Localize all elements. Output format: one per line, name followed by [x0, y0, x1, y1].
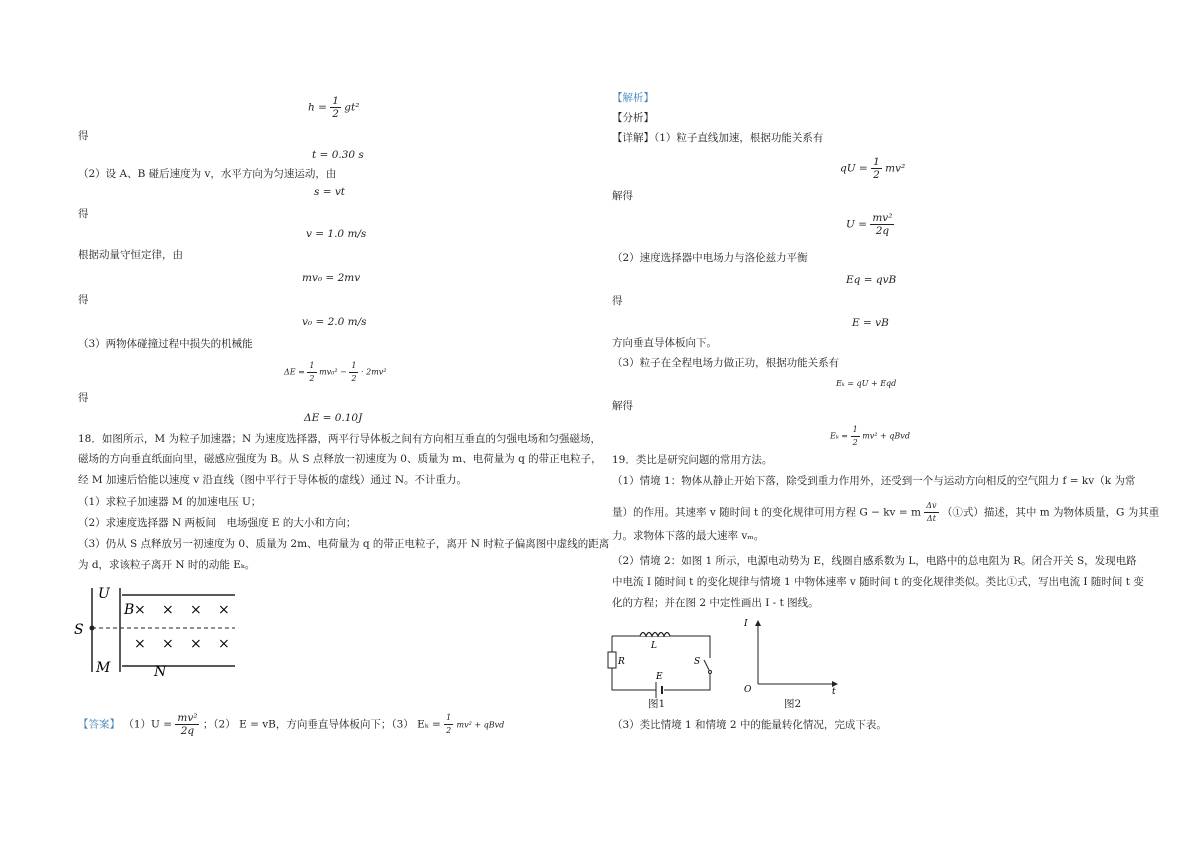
- q19-part3: （3）类比情境 1 和情境 2 中的能量转化情况，完成下表。: [612, 719, 887, 731]
- svg-text:×: ×: [218, 602, 230, 618]
- de-4: 得: [78, 392, 89, 404]
- fenxi-tag: 【分析】: [612, 112, 654, 124]
- q19-part2-line1: （2）情境 2：如图 1 所示，电源电动势为 E，线圈自感系数为 L，电路中的总电阻为 R。闭合开关 S，发现电路: [612, 555, 1137, 567]
- eq-delta-e: ΔE = $\frac{1}{2}$ mv₀² − $\frac{1}{2}$ · 2mv²: [284, 361, 387, 383]
- magnetic-field-crosses: [134, 602, 230, 652]
- svg-text:E: E: [656, 672, 663, 682]
- svg-text:×: ×: [162, 602, 174, 618]
- fig-label-n: N: [154, 664, 167, 680]
- q19-part1-line1: （1）情境 1：物体从静止开始下落，除受到重力作用外，还受到一个与运动方向相反的空气阻力 f = kv（k 为常: [612, 475, 1136, 487]
- q18-line-3: 经 M 加速后恰能以速度 v 沿直线（图中平行于导体板的虚线）通过 N。不计重力。: [78, 474, 468, 486]
- detail-1: 【详解】（1）粒子直线加速，根据功能关系有: [612, 132, 824, 144]
- q19-part1-line3: 力。求物体下落的最大速率 vₘ。: [612, 530, 765, 542]
- fig-label-u: U: [98, 586, 110, 602]
- q19-part2-line2: 中电流 I 随时间 t 的变化规律与情境 1 中物体速率 v 随时间 t 的变化规律类似。类比①式，写出电流 I 随时间 t 变: [612, 576, 1144, 588]
- svg-text:×: ×: [190, 602, 202, 618]
- jiede-2: 解得: [612, 400, 633, 412]
- detail-3: （3）粒子在全程电场力做正功，根据功能关系有: [612, 357, 840, 369]
- eq-h: h = $\frac{1}{2}$ gt²: [308, 95, 360, 120]
- eq-qu: qU = $\frac{1}{2}$ mv²: [840, 156, 906, 181]
- svg-text:×: ×: [218, 636, 230, 652]
- q19-part1-line2: 量）的作用。其速率 v 随时间 t 的变化规律可用方程 G − kv = m $\frac{\Delta v}{\Delta t}$ （①式）描述，其中 m 为物体质量，G 为其重: [612, 501, 1160, 523]
- svg-text:×: ×: [162, 636, 174, 652]
- para-2: （2）设 A、B 碰后速度为 v，水平方向为匀速运动，由: [78, 168, 337, 180]
- answer-line: 【答案】 （1）U = $\frac{\text{mv²}}{2q}$ ；（2） E = vB，方向垂直导体板向下；（3） Eₖ = $\frac{1}{2}$ mv² + qBvd: [78, 712, 505, 737]
- eq-u: U = $\frac{\text{mv²}}{2q}$: [846, 212, 893, 237]
- direction-text: 方向垂直导体板向下。: [612, 337, 717, 349]
- fig-label-m: M: [96, 660, 111, 676]
- momentum-text: 根据动量守恒定律，由: [78, 249, 183, 261]
- svg-text:t: t: [832, 687, 836, 694]
- eq-ek-1: Eₖ = qU + Eqd: [836, 379, 897, 388]
- eq-s: s = vt: [314, 186, 346, 198]
- it-graph-figure-2: [740, 618, 840, 694]
- q18-part-a: （1）求粒子加速器 M 的加速电压 U；: [78, 496, 262, 508]
- q18-figure: [70, 580, 250, 680]
- svg-text:×: ×: [134, 636, 146, 652]
- q18-line-2: 磁场的方向垂直纸面向里，磁感应强度为 B。从 S 点释放一初速度为 0、质量为 m、电荷量为 q 的带正电粒子，: [78, 453, 602, 465]
- jiexi-tag: 【解析】: [612, 92, 654, 104]
- q19-title: 19．类比是研究问题的常用方法。: [612, 454, 773, 466]
- fig-label-b: B: [124, 602, 135, 618]
- detail-2: （2）速度选择器中电场力与洛伦兹力平衡: [612, 252, 808, 264]
- figure-2-caption: 图2: [784, 698, 802, 710]
- jiede-1: 解得: [612, 190, 633, 202]
- svg-text:O: O: [744, 685, 752, 694]
- de-3: 得: [78, 294, 89, 306]
- fig-label-s: S: [74, 622, 84, 638]
- svg-text:×: ×: [190, 636, 202, 652]
- q19-part2-line3: 化的方程；并在图 2 中定性画出 I - t 图线。: [612, 597, 819, 609]
- q18-part-b: （2）求速度选择器 N 两板间 电场强度 E 的大小和方向；: [78, 517, 357, 529]
- svg-text:L: L: [651, 641, 657, 651]
- answer-tag: 【答案】: [78, 718, 120, 731]
- eq-v: v = 1.0 m/s: [306, 228, 367, 240]
- svg-text:I: I: [744, 619, 748, 629]
- svg-text:S: S: [694, 657, 701, 667]
- de-1: 得: [78, 130, 89, 142]
- q18-part-c-1: （3）仍从 S 点释放另一初速度为 0、质量为 2m、电荷量为 q 的带正电粒子，离开 N 时粒子偏离图中虚线的距离: [78, 538, 610, 550]
- figure-1-caption: 图1: [648, 698, 666, 710]
- q18-line-1: 18．如图所示，M 为粒子加速器；N 为速度选择器，两平行导体板之间有方向相互垂直的匀强电场和匀强磁场，: [78, 433, 601, 445]
- de-r-1: 得: [612, 295, 623, 307]
- q18-part-c-2: 为 d，求该粒子离开 N 时的动能 Eₖ。: [78, 559, 256, 571]
- para-3: （3）两物体碰撞过程中损失的机械能: [78, 338, 253, 350]
- svg-text:×: ×: [134, 602, 146, 618]
- eq-mv: mv₀ = 2mv: [302, 272, 361, 284]
- eq-ek-2: Eₖ = $\frac{1}{2}$ mv² + qBvd: [830, 425, 910, 447]
- eq-v0: v₀ = 2.0 m/s: [302, 316, 367, 328]
- eq-t: t = 0.30 s: [312, 149, 364, 161]
- svg-text:R: R: [618, 657, 625, 667]
- eq-eq: Eq = qvB: [846, 274, 897, 286]
- eq-e: E = vB: [852, 317, 889, 329]
- eq-delta-e-value: ΔE = 0.10J: [304, 412, 363, 424]
- de-2: 得: [78, 208, 89, 220]
